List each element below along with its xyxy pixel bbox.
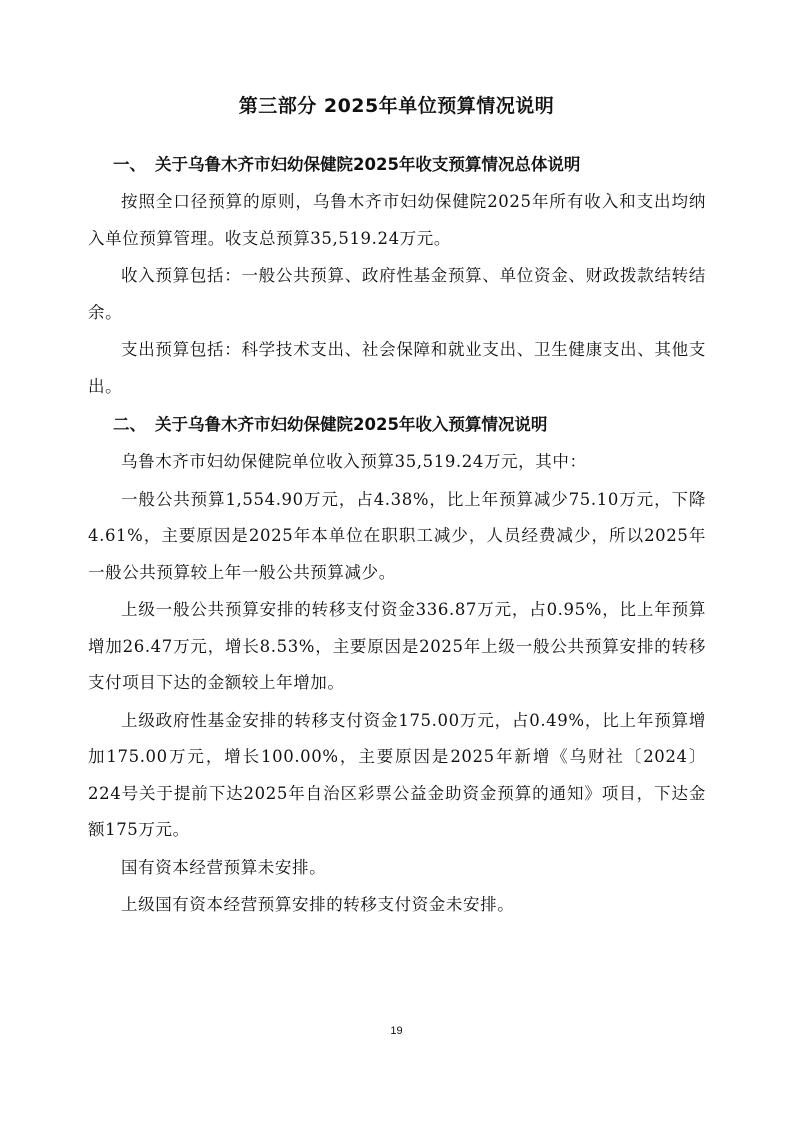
paragraph: 上级国有资本经营预算安排的转移支付资金未安排。 [121,895,515,914]
section-number-2: 二、 [113,415,146,434]
paragraph: 上级政府性基金安排的转移支付资金175.00万元，占0.49%，比上年预算增加175.00万元，增长100.00%，主要原因是2025年新增《乌财社〔2024〕224号关于提前下达2025年自治区彩票公益金助资金预算的通知》项目，下达金额175万元。 [88,710,706,839]
paragraph: 收入预算包括：一般公共预算、政府性基金预算、单位资金、财政拨款结转结余。 [88,266,706,322]
paragraph: 支出预算包括：科学技术支出、社会保障和就业支出、卫生健康支出、其他支出。 [88,340,706,396]
paragraph: 按照全口径预算的原则，乌鲁木齐市妇幼保健院2025年所有收入和支出均纳入单位预算管理。收支总预算35,519.24万元。 [88,192,706,248]
section-heading-2 [88,406,706,444]
document-body [88,146,706,925]
section-heading-1 [88,146,706,184]
page-title: 第三部分 2025年单位预算情况说明 [238,95,555,117]
paragraph: 上级一般公共预算安排的转移支付资金336.87万元，占0.95%，比上年预算增加26.47万元，增长8.53%，主要原因是2025年上级一般公共预算安排的转移支付项目下达的金额较上年增加。 [88,600,706,692]
paragraph: 一般公共预算1,554.90万元，占4.38%，比上年预算减少75.10万元，下降4.61%，主要原因是2025年本单位在职职工减少，人员经费减少，所以2025年一般公共预算较上年一般公共预算减少。 [88,489,706,582]
paragraph: 国有资本经营预算未安排。 [121,857,327,877]
section-heading-text-1: 关于乌鲁木齐市妇幼保健院2025年收支预算情况总体说明 [155,155,581,174]
section-heading-text-2: 关于乌鲁木齐市妇幼保健院2025年收入预算情况说明 [155,415,548,434]
page-number: 19 [390,1025,403,1037]
section-number-1: 一、 [113,155,146,174]
paragraph: 乌鲁木齐市妇幼保健院单位收入预算35,519.24万元，其中： [121,452,587,471]
